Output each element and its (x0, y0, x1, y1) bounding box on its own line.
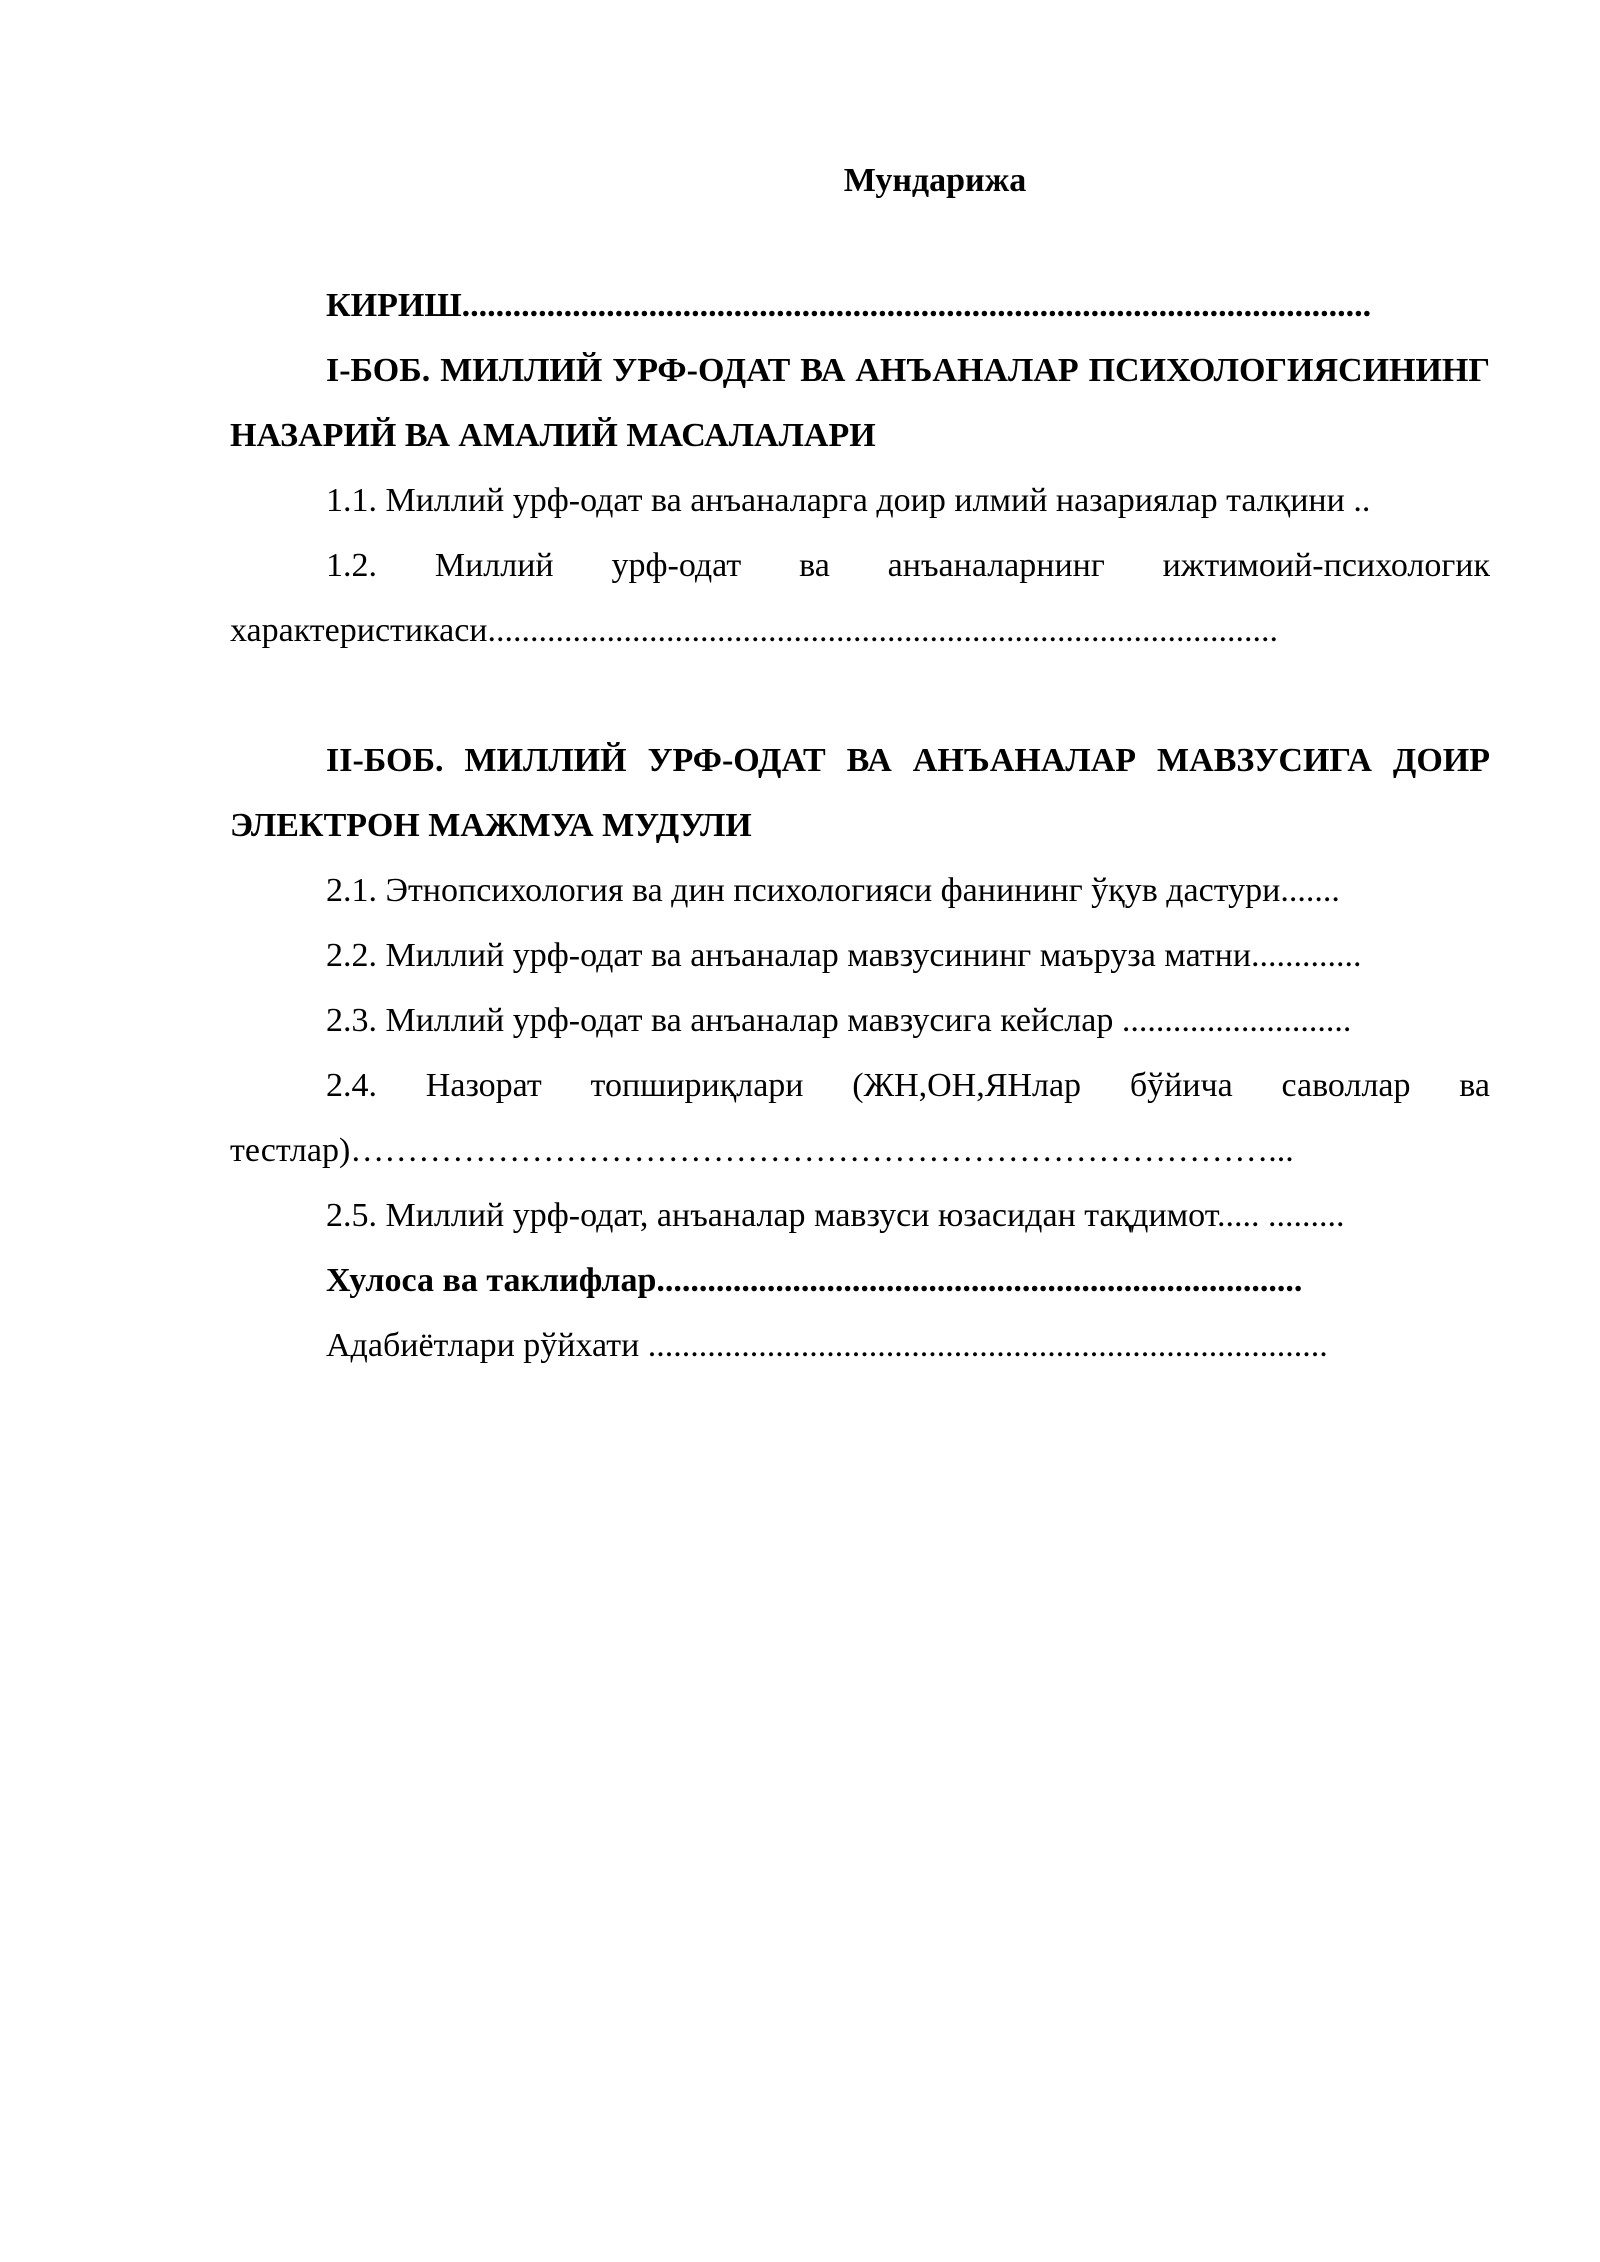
toc-entry-2-2: 2.2. Миллий урф-одат ва анъаналар мавзусининг маъруза матни............. (326, 937, 1362, 974)
toc-entry-chapter-2: II-БОБ. МИЛЛИЙ УРФ-ОДАТ ВА АНЪАНАЛАР МАВЗУСИГА ДОИР ЭЛЕКТРОН МАЖМУА МУДУЛИ (230, 742, 1490, 844)
toc-entry-2-3: 2.3. Миллий урф-одат ва анъаналар мавзусига кейслар ........................... (326, 1002, 1352, 1039)
toc-entry-1-1: 1.1. Миллий урф-одат ва анъаналарга доир илмий назариялар талқини .. (326, 482, 1371, 519)
section-spacer (230, 663, 1490, 728)
toc-entry-introduction: КИРИШ........................................................................................................... (326, 287, 1372, 324)
toc-entry-conclusion: Хулоса ва таклифлар............................................................................ (326, 1262, 1303, 1299)
toc-entry-2-5: 2.5. Миллий урф-одат, анъаналар мавзуси юзасидан тақдимот..... ......... (326, 1197, 1345, 1234)
toc-entry-1-2: 1.2. Миллий урф-одат ва анъаналарнинг ижтимоий-психологик характеристикаси............................................................................................. (230, 547, 1490, 649)
toc-entry-references: Адабиётлари рўйхати ................................................................................ (326, 1327, 1328, 1364)
toc-entry-chapter-1: I-БОБ. МИЛЛИЙ УРФ-ОДАТ ВА АНЪАНАЛАР ПСИХОЛОГИЯСИНИНГ НАЗАРИЙ ВА АМАЛИЙ МАСАЛАЛАРИ (230, 352, 1490, 454)
toc-entry-2-1: 2.1. Этнопсихология ва дин психологияси фанининг ўқув дастури....... (326, 872, 1340, 909)
toc-entry-2-4: 2.4. Назорат топшириқлари (ЖН,ОН,ЯНлар бўйича саволлар ва тестлар)………………………………………………………………………... (230, 1067, 1490, 1169)
table-of-contents (230, 148, 1490, 1378)
page-title: Мундарижа (843, 162, 1027, 199)
